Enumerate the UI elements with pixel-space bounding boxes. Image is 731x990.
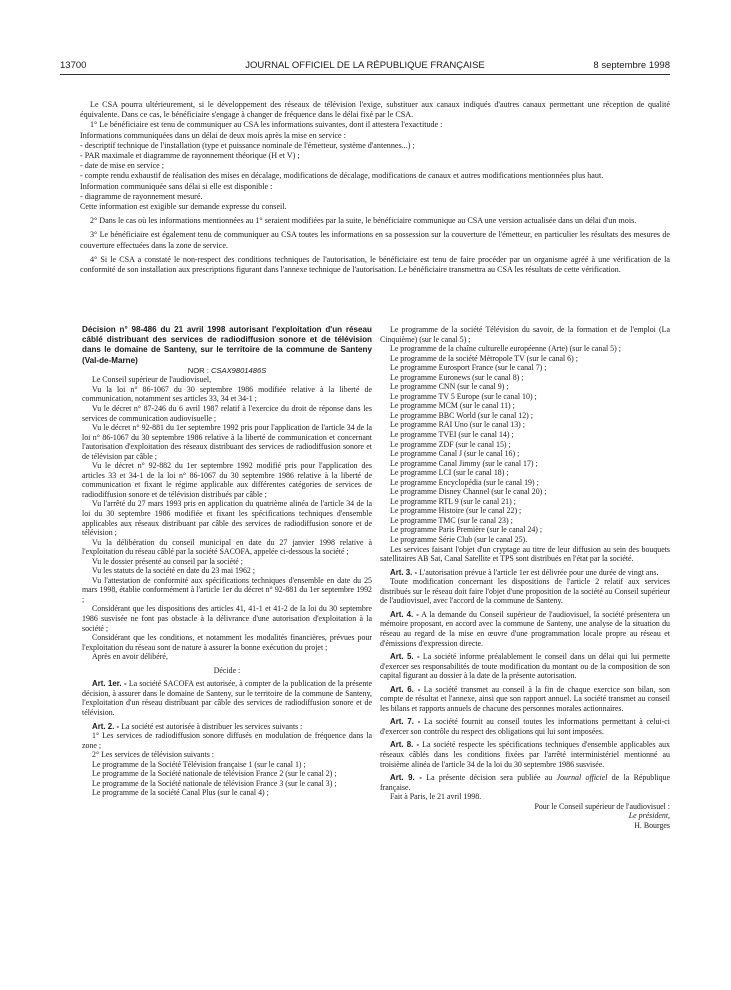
programme-item: Le programme CNN (sur le canal 9) ; bbox=[390, 382, 509, 392]
preamble-paragraph: Après en avoir délibéré, bbox=[92, 652, 168, 662]
article-3-modification: Toute modification concernant les dispositions de l'article 2 relatif aux services distribués sur le réseau doit faire l'objet d'une proposition de la société au Conseil supérieur de l'audiovisuel, avec l'accord de la commune de Santeny. bbox=[380, 577, 670, 606]
preamble-paragraph: Vu le décret n° 92-882 du 1er septembre 1992 modifié pris pour l'application des articles 33 et 34-1 de la loi n° 86-1067 du 30 septembre 1986 relative à la liberté de communication et fixant le régime applicable aux différentes catégories de services de radiodiffusion sonore et de télévision distribués par câble ; bbox=[82, 461, 372, 499]
article-8-label: Art. 8. - bbox=[390, 740, 420, 750]
article-2-text: La société est autorisée à distribuer les services suivants : bbox=[121, 721, 303, 731]
programme-item: Le programme BBC World (sur le canal 12) ; bbox=[390, 410, 533, 420]
programme-item: Le programme TV 5 Europe (sur le canal 10) ; bbox=[390, 391, 537, 401]
preamble-paragraph: Vu la loi n° 86-1067 du 30 septembre 1986 modifiée relative à la liberté de communication, notamment ses articles 33, 34 et 34-1 ; bbox=[82, 384, 372, 404]
top-paragraph: Le CSA pourra ultérieurement, si le développement des réseaux de télévision l'exige, substituer aux canaux indiqués d'autres canaux permettant une réception de qualité équivalente. Dans ce cas, le bénéficiaire s'engage à changer de fréquence dans le délai fixé par le CSA. bbox=[80, 100, 670, 120]
service-item: 2° Les services de télévision suivants : bbox=[92, 750, 214, 760]
top-paragraph: 1° Le bénéficiaire est tenu de communiquer au CSA les informations suivantes, dont il attestera l'exactitude : bbox=[90, 120, 443, 130]
programme-item: Le programme LCI (sur le canal 18) ; bbox=[390, 468, 509, 478]
article-7-label: Art. 7. - bbox=[390, 717, 421, 727]
article-9 bbox=[380, 773, 670, 792]
top-paragraph: 2° Dans le cas où les informations mentionnées au 1° seraient modifiées par la suite, le bénéficiaire communique au CSA une version actualisée dans un délai d'un mois. bbox=[90, 216, 637, 226]
programme-item: Le programme ZDF (sur le canal 15) ; bbox=[390, 439, 511, 449]
programme-item: Le programme Eurosport France (sur le canal 7) ; bbox=[390, 363, 547, 373]
preamble-paragraph: Vu le décret n° 92-881 du 1er septembre 1992 pris pour l'application de l'article 34 de la loi n° 86-1067 du 30 septembre 1986 relative à la liberté de communication et concernant l'autorisation d'exploitation des réseaux distribuant des services de radiodiffusion sonore et de télévision par câble ; bbox=[82, 423, 372, 461]
programme-item: Le programme de la société Canal Plus (sur le canal 4) ; bbox=[92, 788, 269, 798]
signature-role: Le président, bbox=[628, 811, 670, 821]
article-9-label: Art. 9. - bbox=[390, 773, 422, 783]
article-3-text: L'autorisation prévue à l'article 1er est délivrée pour une durée de vingt ans. bbox=[419, 567, 659, 577]
preamble-paragraph: Vu le décret n° 87-246 du 6 avril 1987 relatif à l'exercice du droit de réponse dans les services de communication audiovisuelle ; bbox=[82, 404, 372, 423]
programme-item: Le programme Disney Channel (sur le canal 20) ; bbox=[390, 487, 547, 497]
programme-item: Le programme Canal J (sur le canal 16) ; bbox=[390, 449, 520, 459]
signature-organisation: Pour le Conseil supérieur de l'audiovisuel : bbox=[534, 801, 670, 811]
top-paragraph: Information communiquée sans délai si elle est disponible : bbox=[80, 181, 273, 191]
programme-item: Le programme de la Société Télévision française 1 (sur le canal 1) ; bbox=[92, 759, 306, 769]
programme-item: Le programme Histoire (sur le canal 22) ; bbox=[390, 506, 522, 516]
programme-item: Le programme Encyclopédia (sur le canal 19) ; bbox=[390, 477, 539, 487]
preamble-paragraph: Vu l'arrêté du 27 mars 1993 pris en application du quatrième alinéa de l'article 34 de la loi du 30 septembre 1986 modifiée et fixant les spécifications techniques d'ensemble applicables aux réseaux distribuant par câble des services de radiodiffusion sonore et de télévision ; bbox=[82, 499, 372, 538]
programme-item: Le programme TMC (sur le canal 23) ; bbox=[390, 515, 513, 525]
programme-item: Le programme Paris Première (sur le canal 24) ; bbox=[390, 525, 543, 535]
encrypted-services-note: Les services faisant l'objet d'un cryptage au titre de leur diffusion au sein des bouquets satellitaires AB Sat, Canal Satellite et TPS sont distribués en l'état par la société. bbox=[380, 544, 670, 564]
page-number: 13700 bbox=[60, 60, 87, 71]
preamble-paragraph: Vu la délibération du conseil municipal en date du 27 janvier 1998 relative à l'exploitation du réseau câblé par la société SACOFA, appelée ci-dessous la société ; bbox=[82, 537, 372, 557]
decide-heading: Décide : bbox=[213, 665, 241, 675]
article-6 bbox=[380, 685, 670, 714]
article-1-label: Art. 1er. - bbox=[92, 679, 127, 689]
issue-date: 8 septembre 1998 bbox=[593, 60, 670, 71]
article-8-text: La société respecte les spécifications techniques d'ensemble applicables aux réseaux câblés dans les conditions fixées par l'arrêté interministériel mentionné au troisième alinéa de l'article 34 de la loi du 30 septembre 1986 susvisée. bbox=[380, 740, 670, 769]
article-6-label: Art. 6. - bbox=[390, 684, 421, 694]
nor-label: NOR : bbox=[187, 365, 209, 375]
programme-item: Le programme de la société Télévision du savoir, de la formation et de l'emploi (La Cinquième) (sur le canal 5) ; bbox=[380, 325, 670, 344]
preamble-paragraph: Considérant que les dispositions des articles 41, 41-1 et 41-2 de la loi du 30 septembre 1986 susvisée ne font pas obstacle à la délivrance d'une autorisation d'exploitation à la société ; bbox=[82, 604, 372, 633]
article-5-text: La société informe préalablement le conseil dans un délai qui lui permette d'exercer ses responsabilités de toute modification du montant ou de la composition de son capital figurant au dossier à la date de la présente autorisation. bbox=[380, 652, 670, 681]
preamble-paragraph: Considérant que les conditions, et notamment les modalités financières, prévues pour l'exploitation du réseau sont de nature à assurer la bonne exécution du projet ; bbox=[82, 633, 372, 652]
article-1 bbox=[82, 679, 372, 717]
article-4 bbox=[380, 610, 670, 648]
decision-title: Décision n° 98-486 du 21 avril 1998 autorisant l'exploitation d'un réseau câblé distribuant des services de radiodiffusion sonore et de télévision dans le domaine de Santeny, sur le territoire de la commune de Santeny (Val-de-Marne) bbox=[82, 325, 372, 365]
top-paragraph: Cette information est exigible sur demande expresse du conseil. bbox=[80, 202, 287, 212]
article-2 bbox=[82, 722, 372, 732]
top-paragraph: 3° Le bénéficiaire est également tenu de communiquer au CSA toutes les informations en sa possession sur la couverture de l'émetteur, en particulier les résultats des mesures de couverture effectuées dans la zone de service. bbox=[80, 230, 670, 250]
article-7-text: La société fournit au conseil toutes les informations permettant à celui-ci d'exercer son contrôle du respect des obligations qui lui sont imposées. bbox=[380, 717, 670, 736]
programme-item: Le programme Canal Jimmy (sur le canal 17) ; bbox=[390, 458, 538, 468]
article-2-label: Art. 2. - bbox=[92, 721, 120, 731]
signature-name: H. Bourges bbox=[634, 820, 670, 830]
top-paragraph: 4° Si le CSA a constaté le non-respect des conditions techniques de l'autorisation, le bénéficiaire est tenu de faire procéder par un organisme agréé à une vérification de la conformité de son installation aux prescriptions figurant dans l'annexe technique de l'autorisation. Le bénéficiaire transmettra au CSA les résultats de cette vérification. bbox=[80, 254, 670, 275]
preamble-paragraph: Le Conseil supérieur de l'audiovisuel, bbox=[92, 375, 212, 385]
programme-item: Le programme de la société Métropole TV (sur le canal 6) ; bbox=[390, 353, 578, 363]
programme-item: Le programme MCM (sur le canal 11) ; bbox=[390, 401, 515, 411]
programme-item: Le programme RAI Uno (sur le canal 13) ; bbox=[390, 420, 525, 430]
preamble-paragraph: Vu le dossier présenté au conseil par la société ; bbox=[92, 556, 243, 566]
preamble-paragraph: Vu l'attestation de conformité aux spécifications techniques d'ensemble en date du 25 mars 1998, établie conformément à l'article 1er du décret n° 92-881 du 1er septembre 1992 ; bbox=[82, 575, 372, 604]
top-paragraph: - PAR maximale et diagramme de rayonnement théorique (H et V) ; bbox=[80, 151, 300, 161]
programme-item: Le programme RTL 9 (sur le canal 21) ; bbox=[390, 496, 516, 506]
article-9-text-end: de la République française. bbox=[380, 773, 670, 792]
right-column bbox=[380, 325, 670, 830]
article-9-text: La présente décision sera publiée au bbox=[426, 773, 553, 783]
article-1-text: La société SACOFA est autorisée, à compter de la publication de la présente décision, à assurer dans le domaine de Santeny, sur le territoire de la commune de Santeny, l'exploitation d'un réseau distribuant par câble des services de radiodiffusion sonore et de télévision. bbox=[82, 679, 372, 717]
programme-item: Le programme Série Club (sur le canal 25). bbox=[390, 535, 528, 545]
article-3-label: Art. 3. - bbox=[390, 567, 418, 577]
top-paragraph: - date de mise en service ; bbox=[80, 161, 165, 171]
signature-place-date: Fait à Paris, le 21 avril 1998. bbox=[390, 792, 482, 802]
top-paragraph: - diagramme de rayonnement mesuré. bbox=[80, 191, 203, 201]
top-paragraph: Informations communiquées dans un délai de deux mois après la mise en service : bbox=[80, 130, 346, 140]
programme-item: Le programme TVEI (sur le canal 14) ; bbox=[390, 430, 514, 440]
article-7 bbox=[380, 717, 670, 736]
left-column bbox=[82, 325, 372, 798]
top-section bbox=[80, 100, 670, 275]
journal-title: JOURNAL OFFICIEL DE LA RÉPUBLIQUE FRANÇAISE bbox=[245, 60, 485, 71]
service-item: 1° Les services de radiodiffusion sonore diffusés en modulation de fréquence dans la zone ; bbox=[82, 731, 372, 750]
article-5-label: Art. 5. - bbox=[390, 652, 420, 662]
article-4-label: Art. 4. - bbox=[390, 609, 419, 619]
nor-code: CSAX9801486S bbox=[210, 365, 267, 375]
page-header bbox=[60, 60, 670, 74]
journal-officiel-title: Journal officiel bbox=[556, 773, 608, 783]
programme-item: Le programme de la Société nationale de télévision France 3 (sur le canal 3) ; bbox=[92, 778, 337, 788]
preamble-paragraph: Vu les statuts de la société en date du 23 mai 1962 ; bbox=[92, 566, 255, 576]
article-5 bbox=[380, 652, 670, 681]
nor-reference bbox=[82, 366, 372, 376]
article-3 bbox=[380, 568, 670, 578]
article-6-text: La société transmet au conseil à la fin de chaque exercice son bilan, son compte de résultat et l'annexe, ainsi que son rapport annuel. La société transmet au conseil les bilans et rapports annuels de chacune des personnes morales actionnaires. bbox=[380, 684, 670, 713]
programme-item: Le programme de la chaîne culturelle européenne (Arte) (sur le canal 5) ; bbox=[390, 344, 621, 354]
article-8 bbox=[380, 740, 670, 769]
top-paragraph: - compte rendu exhaustif de réalisation des mises en décalage, modifications de décalage, modifications de canaux et autres modifications mentionnées plus haut. bbox=[80, 171, 604, 181]
top-paragraph: - descriptif technique de l'installation (type et puissance nominale de l'émetteur, système d'antennes...) ; bbox=[80, 140, 415, 150]
programme-item: Le programme de la Société nationale de télévision France 2 (sur le canal 2) ; bbox=[92, 769, 337, 779]
article-4-text: A la demande du Conseil supérieur de l'audiovisuel, la société présentera un mémoire proposant, en accord avec la commune de Santeny, une analyse de la situation du réseau au regard de la mise en œuvre d'une programmation locale propre au réseau et d'émissions d'expression directe. bbox=[380, 609, 670, 648]
programme-item: Le programme Euronews (sur le canal 8) ; bbox=[390, 372, 524, 382]
header-rule bbox=[60, 74, 670, 75]
